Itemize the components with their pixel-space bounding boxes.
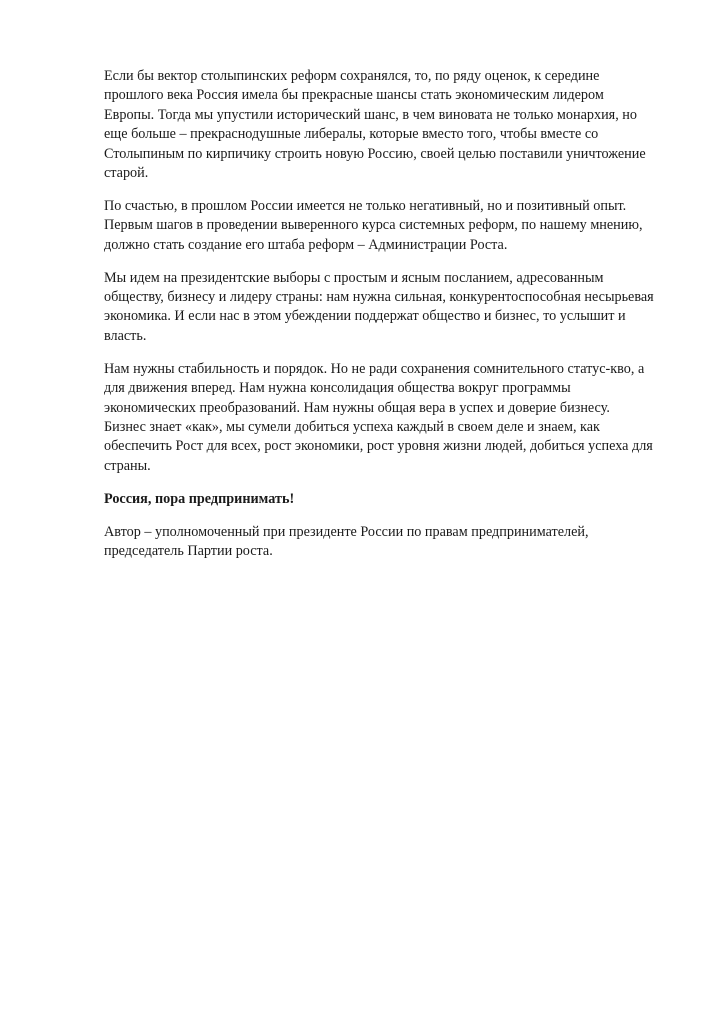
author-note: Автор – уполномоченный при президенте России по правам предпринимателей, председатель Партии роста.: [104, 523, 589, 560]
paragraph-stability-order: Нам нужны стабильность и порядок. Но не ради сохранения сомнительного статус-кво, а для движения вперед. Нам нужна консолидация общества вокруг программы экономических преобразований. Нам нужны общая вера в успех и доверие бизнесу. Бизнес знает «как», мы сумели добиться успеха каждый в своем деле и знаем, как обеспечить Рост для всех, рост экономики, рост уровня жизни людей, добиться успеха для страны.: [104, 360, 653, 474]
paragraph-election-message: Мы идем на президентские выборы с простым и ясным посланием, адресованным обществу, бизнесу и лидеру страны: нам нужна сильная, конкурентоспособная несырьевая экономика. И если нас в этом убеждении поддержат общество и бизнес, то услышит и власть.: [104, 269, 654, 344]
document-body: [104, 67, 684, 575]
slogan-heading: Россия, пора предпринимать!: [104, 490, 295, 507]
paragraph-stolypin-reforms: Если бы вектор столыпинских реформ сохранялся, то, по ряду оценок, к середине прошлого века Россия имела бы прекрасные шансы стать экономическим лидером Европы. Тогда мы упустили исторический шанс, в чем виновата не только монархия, но еще больше – прекраснодушные либералы, которые вместо того, чтобы вместе со Столыпиным по кирпичику строить новую Россию, своей целью поставили уничтожение старой.: [104, 68, 646, 182]
paragraph-positive-experience: По счастью, в прошлом России имеется не только негативный, но и позитивный опыт. Первым шагов в проведении выверенного курса системных реформ, по нашему мнению, должно стать создание его штаба реформ – Администрации Роста.: [104, 197, 643, 253]
